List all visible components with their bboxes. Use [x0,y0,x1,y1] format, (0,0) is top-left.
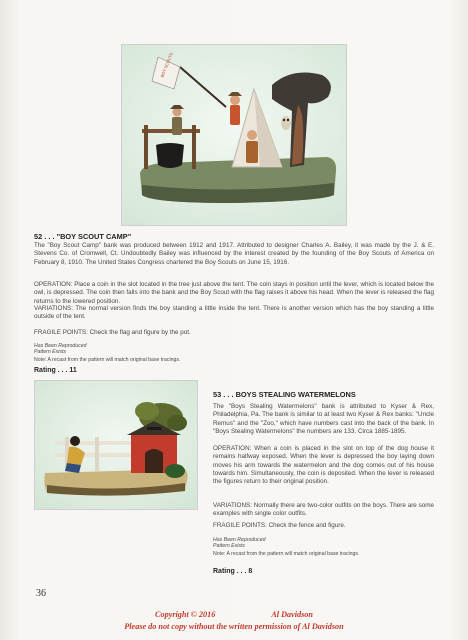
item-52-reproduced: Has Been Reproduced [34,343,87,349]
footer-copyright: Copyright © 2016 [155,610,216,619]
item-52-operation: OPERATION: Place a coin in the slot located in the tree just above the tent. The coin stays in position until the lever, which is located below the owl, is depressed. The coin then falls into the bank and the Boy Scout with the flag raises it above his head. When the lever is released the flag returns to the lowered position. [34,281,434,305]
item-53-note: Note: A recast from the pattern will match original base tracings. [213,551,360,557]
footer-notice: Please do not copy without the written permission of Al Davidson [124,622,344,631]
item-53-fragile-points: FRAGILE POINTS: Check the fence and figure. [213,522,346,529]
item-53-pattern: Pattern Exists [213,543,246,549]
boys-stealing-watermelons-photo [34,380,198,510]
boys-stealing-watermelons-illustration [35,381,197,509]
footer-author: Al Davidson [271,610,313,619]
item-52-pattern: Pattern Exists [34,349,67,355]
boy-scout-camp-illustration [122,45,346,225]
item-53-operation: OPERATION: When a coin is placed in the slot on top of the dog house it remains halfway exposed. When the lever is depressed the boy laying down moves his arm towards the watermelon and the dog comes out of his house towards him. Simultaneously, the coin is deposited. When the lever is released the figures return to their original position. [213,445,434,486]
item-53-reproduced: Has Been Reproduced [213,537,266,543]
item-52-description: The "Boy Scout Camp" bank was produced between 1912 and 1917. Attributed to designer Charles A. Bailey, it was made by the J. & E. Stevens Co. of Cromwell, Ct. Undoubtedly Bailey was influenced by the interest created by the founding of the Boy Scouts of America on February 8, 1910. The United States Congress chartered the Boy Scouts on June 15, 1916. [34,242,434,266]
footer-copyright-line [0,610,468,619]
item-52-rating: Rating . . . 11 [34,367,77,374]
item-52-note: Note: A recast from the pattern will match original base tracings. [34,357,181,363]
page-number: 36 [36,588,46,599]
flag-lettering: BOY SCOUTS [159,51,174,78]
boy-scout-camp-photo [121,44,347,226]
item-52-fragile-points: FRAGILE POINTS: Check the flag and figure by the pot. [34,329,191,336]
item-53-rating: Rating . . . 8 [213,568,253,575]
item-53-heading: 53 . . . BOYS STEALING WATERMELONS [213,390,356,399]
item-52-heading: 52 . . . "BOY SCOUT CAMP" [34,232,132,241]
item-53-variations: VARIATIONS: Normally there are two-color outfits on the boys. There are some examples with single color outfits. [213,502,434,518]
item-53-description: The "Boys Stealing Watermelons" bank is attributed to Kyser & Rex, Philadelphia, Pa. The bank is similar to at least two Kyser & Rex banks: "Uncle Remus" and the "Zoo," which have numbers cast into the back of the bank. In "Boys Stealing Watermelons" the numbers are 133. Circa 1885-1895. [213,403,434,435]
item-52-variations: VARIATIONS: The normal version finds the boy standing a little inside the tent. There is another version which has the boy standing a little outside of the tent. [34,305,434,321]
